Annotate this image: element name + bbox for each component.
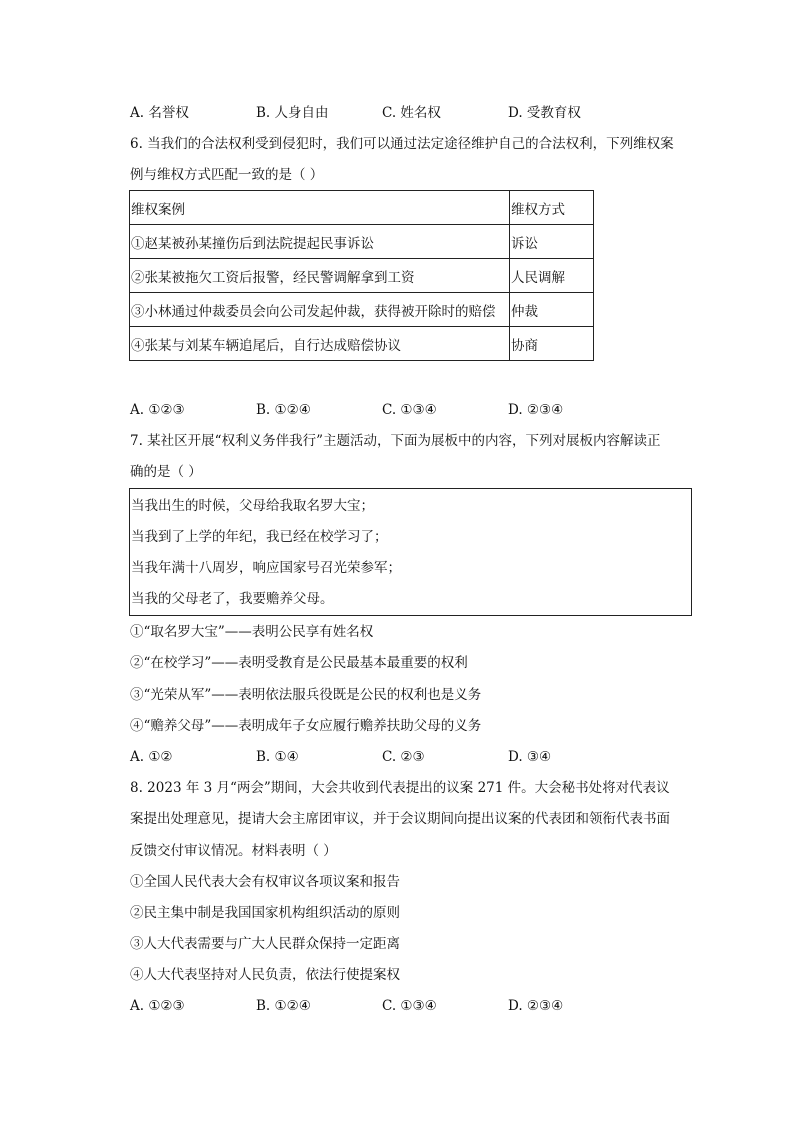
table-cell-case: ①赵某被孙某撞伤后到法院提起民事诉讼: [130, 225, 510, 259]
q6-rights-table: [129, 190, 594, 361]
board-line: 当我的父母老了，我要赡养父母。: [131, 591, 334, 607]
q7-option-b[interactable]: B. ①④: [256, 749, 299, 765]
q6-options: [130, 401, 690, 419]
board-line: 当我到了上学的年纪，我已经在校学习了；: [131, 529, 388, 545]
q8-option-d[interactable]: D. ②③④: [508, 998, 564, 1014]
q6-option-c[interactable]: C. ①③④: [382, 402, 437, 418]
q8-stem-line-1: 8. 2023 年 3 月“两会”期间，大会共收到代表提出的议案 271 件。大会秘书处将对代表议: [130, 780, 670, 796]
q5-option-c[interactable]: C. 姓名权: [382, 105, 441, 121]
q7-option-c[interactable]: C. ②③: [382, 749, 425, 765]
q7-options: [130, 748, 690, 766]
q6-stem-line-1: 6. 当我们的合法权利受到侵犯时，我们可以通过法定途径维护自己的合法权利，下列维权案: [130, 136, 674, 152]
q6-option-b[interactable]: B. ①②④: [256, 402, 311, 418]
table-cell-case: ④张某与刘某车辆追尾后，自行达成赔偿协议: [130, 327, 510, 361]
q8-statement-3: ③人大代表需要与广大人民群众保持一定距离: [130, 936, 400, 952]
table-cell-method: 协商: [510, 327, 594, 361]
q7-stem-line-1: 7. 某社区开展“权利义务伴我行”主题活动，下面为展板中的内容，下列对展板内容解读正: [130, 433, 661, 449]
q7-statement-4: ④“赡养父母”——表明成年子女应履行赡养扶助父母的义务: [130, 718, 482, 734]
q7-statement-1: ①“取名罗大宝”——表明公民享有姓名权: [130, 624, 374, 640]
table-row: [130, 327, 594, 361]
q7-exhibit-board: [129, 488, 692, 616]
table-row: [130, 225, 594, 259]
q8-options: [130, 997, 690, 1015]
q5-option-b[interactable]: B. 人身自由: [256, 105, 329, 121]
q6-stem-line-2: 例与维权方式匹配一致的是（ ）: [130, 167, 324, 183]
board-line: 当我出生的时候，父母给我取名罗大宝；: [131, 498, 374, 514]
q7-option-a[interactable]: A. ①②: [130, 749, 173, 765]
table-row: [130, 259, 594, 293]
table-header-case: 维权案例: [130, 191, 510, 225]
q7-statement-2: ②“在校学习”——表明受教育是公民最基本最重要的权利: [130, 655, 468, 671]
q8-stem-line-3: 反馈交付审议情况。材料表明（ ）: [130, 843, 337, 859]
q5-options: [130, 104, 690, 122]
q7-option-d[interactable]: D. ③④: [508, 749, 552, 765]
table-cell-case: ②张某被拖欠工资后报警，经民警调解拿到工资: [130, 259, 510, 293]
q5-option-d[interactable]: D. 受教育权: [508, 105, 581, 121]
q7-statement-3: ③“光荣从军”——表明依法服兵役既是公民的权利也是义务: [130, 687, 482, 703]
q5-option-a[interactable]: A. 名誉权: [130, 105, 189, 121]
board-line: 当我年满十八周岁，响应国家号召光荣参军；: [131, 560, 401, 576]
q8-stem-line-2: 案提出处理意见，提请大会主席团审议，并于会议期间向提出议案的代表团和领衔代表书面: [130, 811, 670, 827]
table-cell-method: 人民调解: [510, 259, 594, 293]
table-row: [130, 293, 594, 327]
q8-option-a[interactable]: A. ①②③: [130, 998, 185, 1014]
table-cell-method: 诉讼: [510, 225, 594, 259]
q8-statement-1: ①全国人民代表大会有权审议各项议案和报告: [130, 874, 400, 890]
q8-statement-2: ②民主集中制是我国国家机构组织活动的原则: [130, 905, 400, 921]
table-cell-case: ③小林通过仲裁委员会向公司发起仲裁，获得被开除时的赔偿: [130, 293, 510, 327]
q6-option-d[interactable]: D. ②③④: [508, 402, 564, 418]
table-cell-method: 仲裁: [510, 293, 594, 327]
q8-statement-4: ④人大代表坚持对人民负责，依法行使提案权: [130, 967, 400, 983]
table-header-row: [130, 191, 594, 225]
table-header-method: 维权方式: [510, 191, 594, 225]
q8-option-b[interactable]: B. ①②④: [256, 998, 311, 1014]
q7-stem-line-2: 确的是（ ）: [130, 464, 202, 480]
q6-option-a[interactable]: A. ①②③: [130, 402, 185, 418]
q8-option-c[interactable]: C. ①③④: [382, 998, 437, 1014]
